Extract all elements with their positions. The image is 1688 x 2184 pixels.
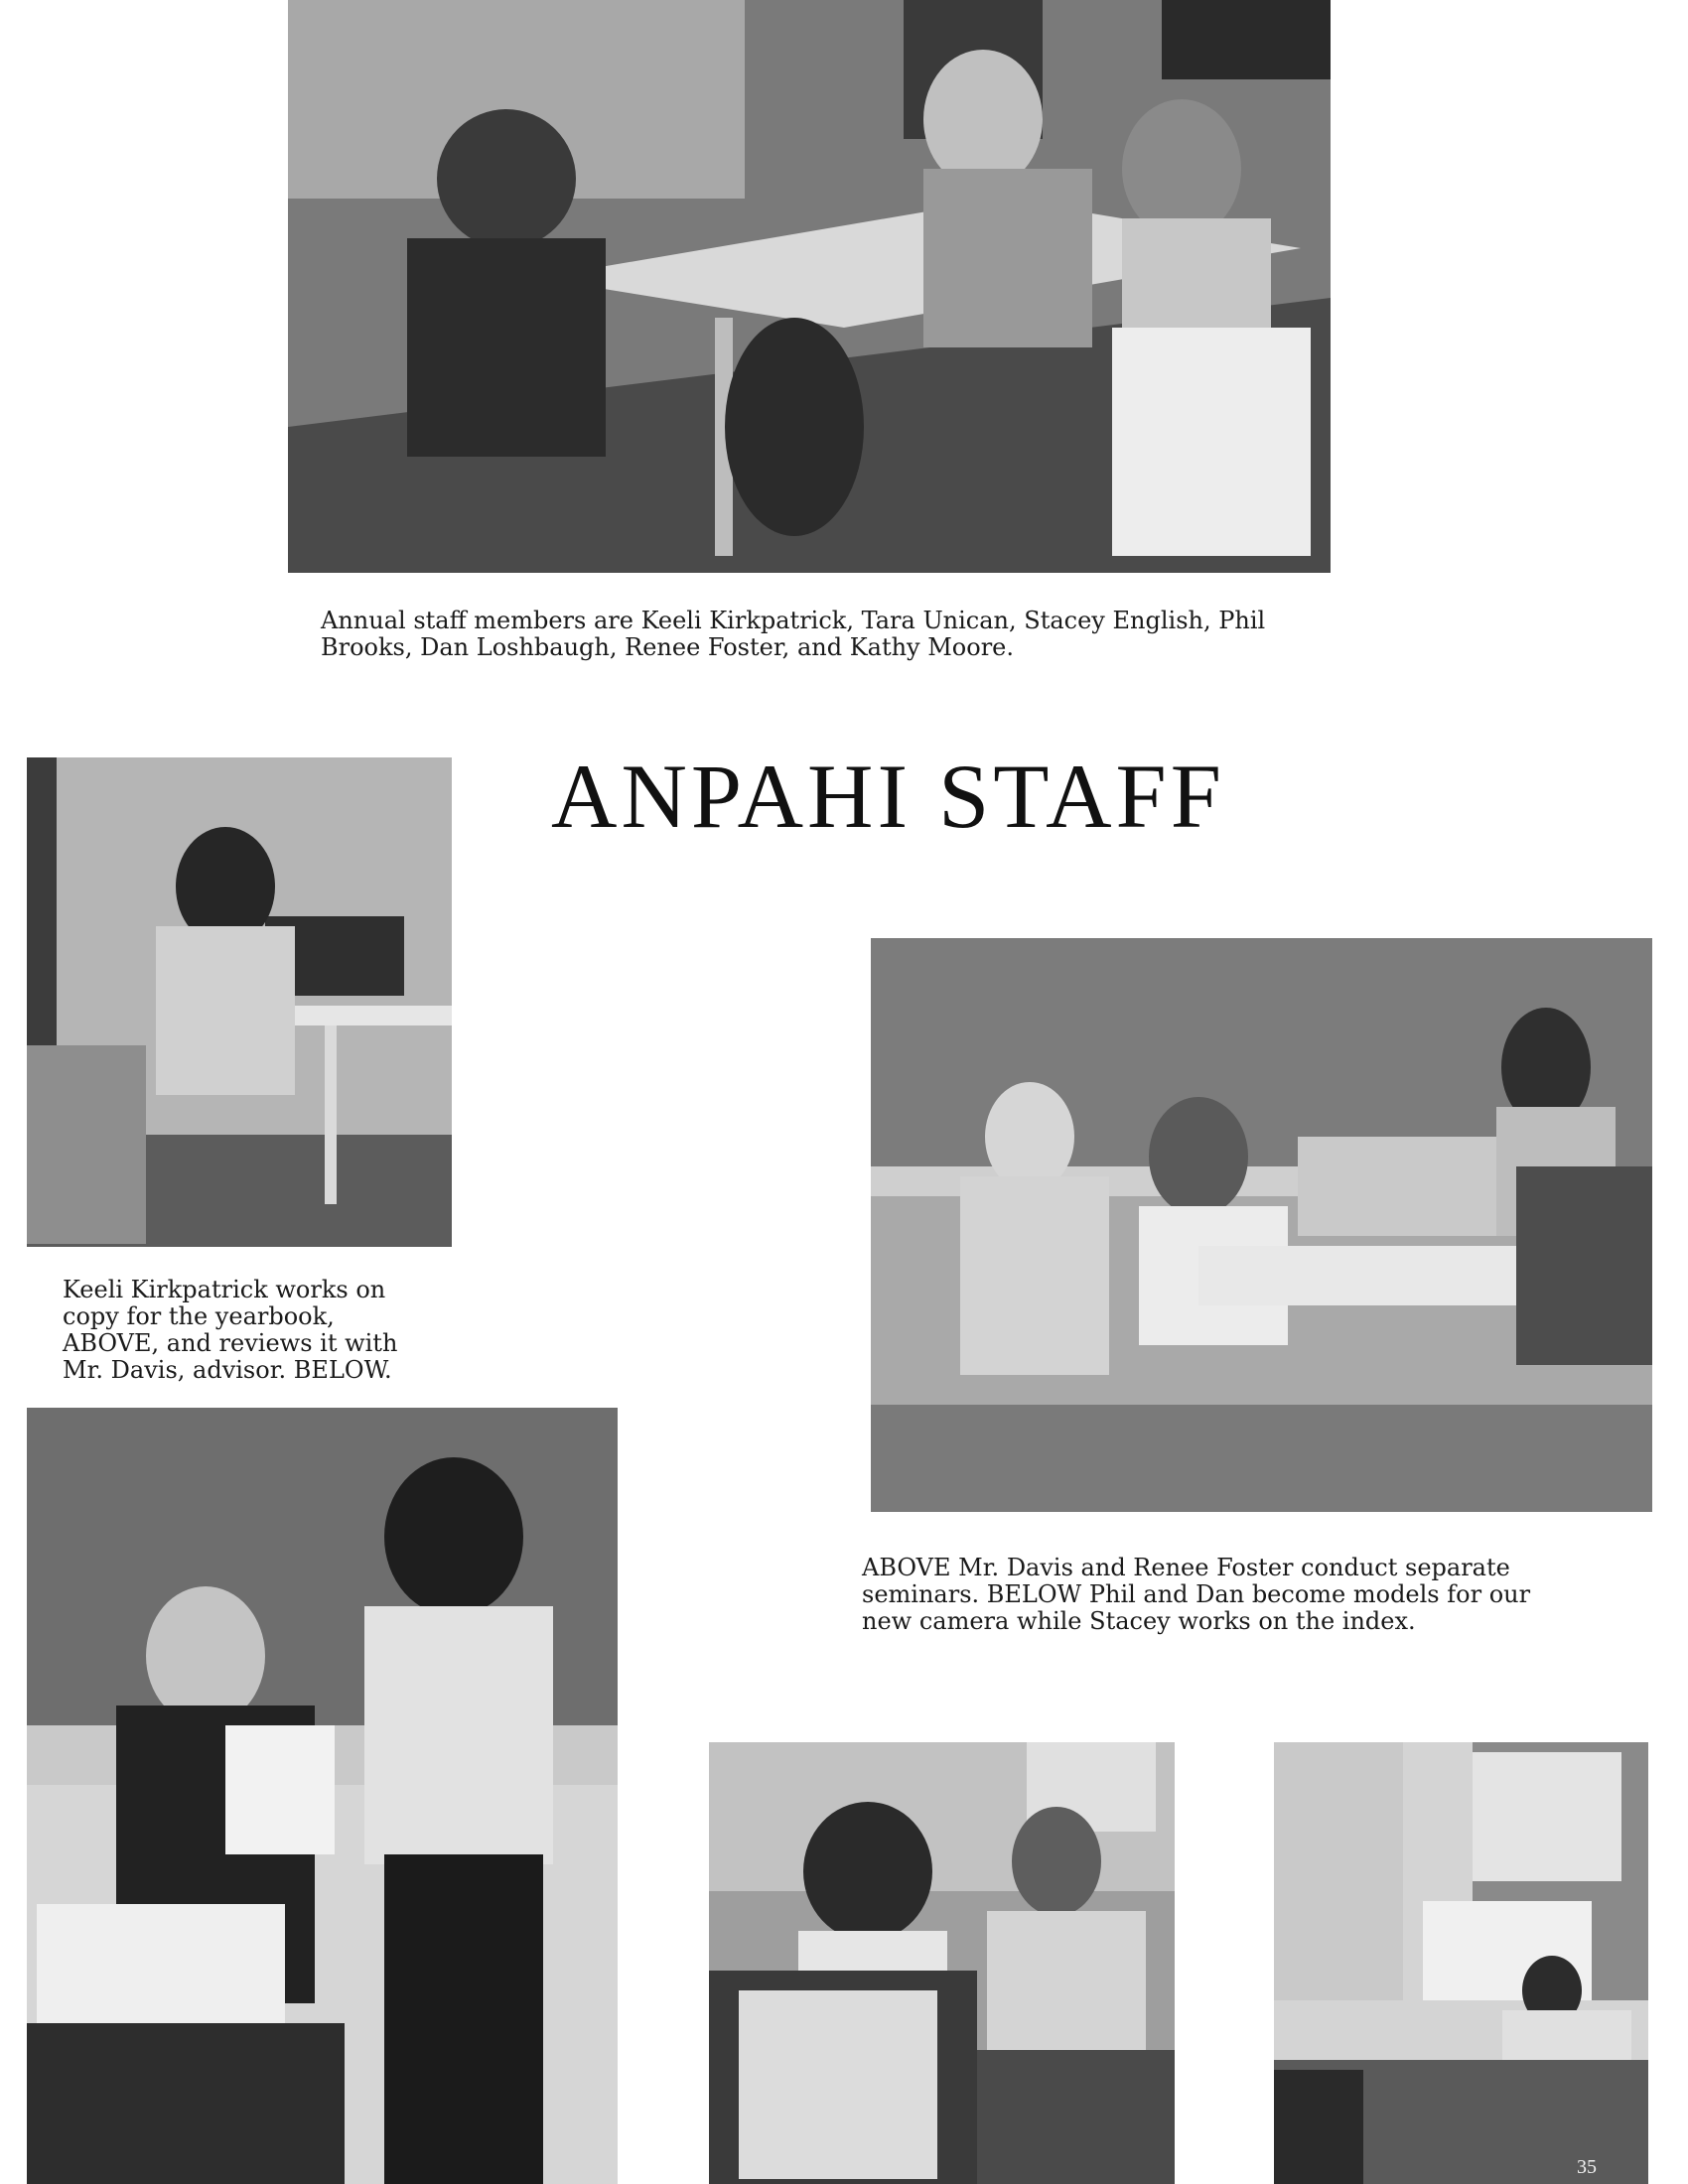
caption-seminars: ABOVE Mr. Davis and Renee Foster conduct separate seminars. BELOW Phil and Dan become models for our new camera while Stacey works on the index. [862,1554,1531,1635]
photo-seminars [871,938,1652,1512]
page-number: 35 [1577,2156,1597,2178]
photo-annual-staff-group-image [288,0,1331,573]
photo-keeli-typewriter-image [27,757,452,1247]
photo-keeli-typewriter [27,757,452,1247]
photo-davis-keeli-image [27,1408,618,2184]
photo-davis-keeli [27,1408,618,2184]
caption-annual-staff: Annual staff members are Keeli Kirkpatrick, Tara Unican, Stacey English, Phil Brooks, Dan Loshbaugh, Renee Foster, and Kathy Moore. [321,607,1266,661]
photo-stacey-index-image [1274,1742,1648,2184]
photo-stacey-index [1274,1742,1648,2184]
photo-seminars-image [871,938,1652,1512]
photo-annual-staff-group [288,0,1331,573]
photo-phil-dan [709,1742,1175,2184]
page-title: ANPAHI STAFF [551,746,1225,847]
photo-phil-dan-image [709,1742,1175,2184]
caption-keeli: Keeli Kirkpatrick works on copy for the yearbook, ABOVE, and reviews it with Mr. Davis, advisor. BELOW. [63,1276,398,1384]
